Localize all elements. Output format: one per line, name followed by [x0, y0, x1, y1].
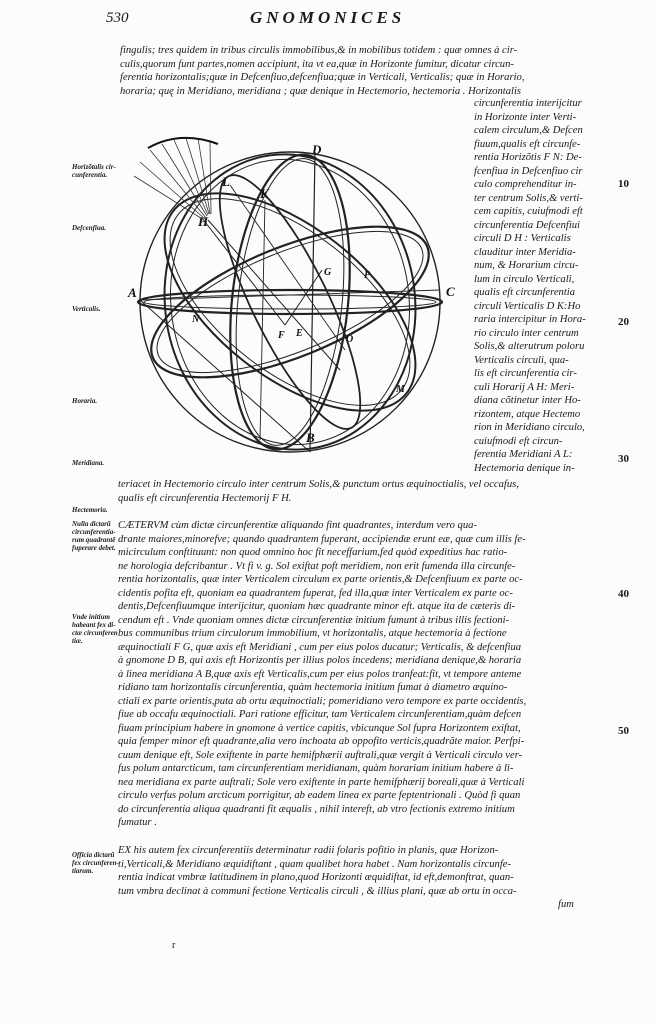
text-line: drante maiores,minorefve; quando quadrantem fuperant, accipiendæ erunt eæ, quæ cum illis fe-	[118, 533, 526, 545]
text-line: lis eft circunferentia cir-	[474, 368, 577, 379]
right-column-text	[474, 97, 586, 475]
text-line: circuli Verticalis D K:Ho	[474, 300, 581, 312]
text-line: cem capitis, cuiufmodi eft	[474, 206, 583, 217]
text-line: circunferentia interijcitur	[474, 98, 582, 109]
label-K: K	[260, 186, 269, 201]
text-line: num, & Horarium circu-	[474, 260, 579, 271]
label-N: N	[192, 314, 200, 325]
text-line: micirculum conftituunt: non quod omnino hoc fit neceffarium,fed quòd expeditius hac ratio-	[118, 547, 508, 558]
text-line: ferentia horizontalis;quæ in Defcenfiuo,defcenfiua;quæ in Verticali, Verticalis; quæ in Horario,	[120, 72, 525, 83]
text-line: cidentis pofita eft, quoniam ea quadrantem fuperat, fed illa,quæ inter Verticalem ex parte oc-	[118, 587, 513, 599]
margin-note-verticalis: Verticalis.	[72, 305, 101, 313]
text-line: ter centrum Solis,& verti-	[474, 192, 583, 204]
text-line: do circunferentia aliqua quadranti fit æqualis , nihil intereft, ab vtro fectionis extremo initium	[118, 803, 515, 815]
label-L: L	[222, 174, 230, 189]
label-F: F	[278, 330, 285, 341]
text-line: dentis,Defcenfiuumque interijcitur, quoniam hæc quadrante minor eft. atque ita de cæteris di-	[118, 601, 516, 612]
text-line: ridiano tam horizontalis circunferentia, quàm hectemoria initium fumat à diametro æquino-	[118, 682, 508, 693]
text-line: quia femper minor eft quadrante,alia vero inchoata ab oppofito verticis,quadrãte maior. Perfpi-	[118, 736, 525, 747]
equinoctial-ring-inner	[140, 202, 441, 401]
running-title: GNOMONICES	[250, 8, 406, 27]
text-line: fumatur .	[118, 817, 157, 828]
margin-note-officia: Officia dictarũ fex circunferen- tiarum.	[72, 851, 119, 875]
line-number-50: 50	[618, 725, 629, 737]
sun-burst	[148, 138, 218, 148]
paragraph-last	[118, 844, 574, 912]
text-line: Verticalis circuli, qua-	[474, 354, 569, 366]
text-line: qualis eft circunferentia	[474, 287, 576, 298]
text-line: rio circulo inter centrum	[474, 327, 579, 339]
text-line: culis,quorum funt partes,nomen accipiunt, ita vt ea,quæ in Horizonte fumitur, dicatur circun-	[120, 58, 514, 70]
text-line: raria intercipitur in Hora-	[474, 314, 586, 325]
text-line: cuum denique eft, Sole exiftente in parte hemifphærii auftrali,quæ vergit à Verticali circulo ver-	[118, 749, 523, 761]
line-number-40: 40	[618, 588, 629, 600]
text-line: ne horologia defcribantur . Vt fi v. g. Sol exiftat poft meridiem, non erit fumenda illa circunfe-	[118, 560, 516, 572]
text-line: ctiali ex parte orientis,puta ab ortu æquinoctiali; pomeridiano vero tempore ex parte occidentis,	[118, 695, 527, 707]
text-line: circunferentia Defcenfiui	[474, 219, 580, 231]
hour-ring	[127, 152, 453, 452]
margin-note-vnde: Vnde initium habeant fex di- ctæ circunferen tiæ.	[72, 613, 118, 645]
text-line: circulo verfus polum arcticum porrigitur, ab eadem linea ex parte feptentrionali . Quòd fi quan	[118, 790, 521, 801]
text-line: fus polum antarcticum, tam circunferentiam meridianam, quàm horariam initium habere à li-	[118, 763, 514, 774]
margin-note-descensiua: Defcenfiua.	[72, 224, 107, 232]
descensive-ring	[194, 160, 385, 445]
text-line: ti,Verticali,& Meridiano æquidiftant , quam qualibet hora habet . Nam horizontalis circunfe-	[118, 858, 512, 870]
text-line: æquinoctiali F G, quæ axis eft Meridiani , cum per eius polos ducatur; Verticalis, & defcenfiua	[118, 641, 522, 653]
text-line: rizontem, atque Hectemo	[474, 408, 581, 420]
text-line: teriacet in Hectemorio circulo inter centrum Solis,& punctum ortus æquinoctialis, vel occafus,	[118, 479, 519, 490]
page-number: 530	[106, 10, 129, 26]
margin-note-nulla: Nulla dictarũ circunferentia- rum quadrantẽ fuperare debet.	[72, 520, 116, 552]
label-P: P	[364, 270, 371, 281]
text-line: qualis eft circunferentia Hectemorij F H.	[118, 492, 292, 504]
margin-note-hectemoria: Hectemoria.	[72, 506, 108, 514]
text-line: CÆTERVM cùm dictæ circunferentiæ aliquando fint quadrantes, interdum vero qua-	[118, 520, 477, 531]
text-line: fiuam principium habere in gnomone à vertice capitis, vbicunque Sol fupra Horizontem exiftat,	[118, 722, 521, 734]
margin-note-meridiana: Meridiana.	[72, 459, 105, 467]
text-line: EX his autem fex circunferentiis determinatur radii folaris pofitio in planis, quæ Horizon-	[118, 845, 499, 856]
text-line: à gnomone D B, qui axis eft Horizontis per illius polos incedens; meridiana denique,& horaria	[118, 655, 522, 666]
text-line: cuiufmodi eft circun-	[474, 435, 563, 447]
text-line: fcenfiua in Defcenfiuo cir	[474, 165, 583, 177]
outer-circle	[140, 152, 440, 452]
text-line: fiuum,qualis eft circunfe-	[474, 138, 581, 150]
text-line: Solis,& alterutrum poloru	[474, 341, 585, 352]
paragraph-main	[118, 519, 526, 830]
equinoctial-line-FG	[285, 270, 322, 325]
label-B: B	[306, 430, 315, 445]
text-line: à linea meridiana A B,quæ axis eft Verticalis,cum per eius polos tranfeat:fit, vt tempore anteme	[118, 668, 522, 680]
paragraph-top	[120, 44, 525, 98]
line-number-10: 10	[618, 178, 629, 190]
label-O: O	[346, 334, 354, 345]
text-line: cendum eft . Vnde quoniam omnes dictæ circunferentiæ initium fumunt à tribus illis fectioni-	[118, 614, 510, 626]
label-G: G	[324, 267, 332, 278]
text-line: culo comprehenditur in-	[474, 179, 577, 190]
label-C: C	[446, 284, 455, 299]
text-line: fiue ab occafu æquinoctiali. Pari ratione efficitur, tam Verticalem circunferentiam,quàm defcen	[118, 709, 522, 720]
margin-note-horizontalis: Horizõtalis cir- cunferentia.	[72, 163, 116, 179]
label-A: A	[128, 285, 137, 300]
label-M: M	[396, 384, 405, 395]
text-line: in Horizonte inter Verti-	[474, 111, 577, 123]
line-number-30: 30	[618, 453, 629, 465]
text-line: ferentia Meridiani A L:	[474, 449, 573, 460]
text-line: rion in Meridiano circulo,	[474, 422, 585, 433]
text-line: rentia Horizõtis F N: De-	[474, 152, 582, 163]
margin-note-horaria: Horaria.	[72, 397, 98, 405]
text-line: circuli D H : Verticalis	[474, 233, 571, 244]
text-line: horaria; quę in Meridiano, meridiana ; quæ denique in Hectemorio, hectemoria . Horizontalis	[120, 85, 522, 97]
label-D: D	[312, 142, 322, 157]
text-line: lum in circulo Verticali,	[474, 273, 575, 285]
text-line: nea meridiana ex parte auftrali; Sole vero exiftente in parte hemifphærij boreali,quæ à Verticali	[118, 776, 525, 788]
text-line: tum vmbra declinat à communi fectione Verticalis circuli , & illius plani, quæ ab ortu in occa-	[118, 885, 517, 897]
text-line: fingulis; tres quidem in tribus circulis immobilibus,& in mobilibus totidem : quæ omnes à cir-	[120, 45, 518, 56]
text-line: calem circulum,& Defcen	[474, 125, 583, 136]
text-line: rentia indicat vmbræ latitudinem in plano,quod Horizonti æquidiftat, id eft,demonftrat, quan-	[118, 872, 514, 883]
text-line: diana cõtinetur inter Ho-	[474, 395, 581, 406]
line-number-20: 20	[618, 316, 629, 328]
meridian-line-AB	[140, 300, 310, 452]
text-line: bus communibus trium circulorum immobilium, vt horizontalis, atque hectemoria à fectione	[118, 628, 507, 639]
label-E: E	[296, 328, 303, 339]
label-H: H	[198, 214, 209, 229]
text-line: clauditur inter Meridia-	[474, 246, 576, 258]
text-line: rentia horizontalis, quæ inter Verticalem circulum ex parte orientis,& Defcenfiuum ex parte oc-	[118, 574, 523, 585]
text-line: fum	[558, 899, 574, 910]
paragraph-continuation	[118, 478, 519, 505]
stray-mark: r	[172, 940, 176, 951]
vertical-ring-inner	[223, 153, 357, 450]
text-line: Hectemoria denique in-	[474, 462, 575, 474]
line-KN	[260, 200, 265, 440]
text-line: culi Horarij A H: Meri-	[474, 381, 575, 393]
armillary-sphere-diagram	[110, 130, 470, 460]
